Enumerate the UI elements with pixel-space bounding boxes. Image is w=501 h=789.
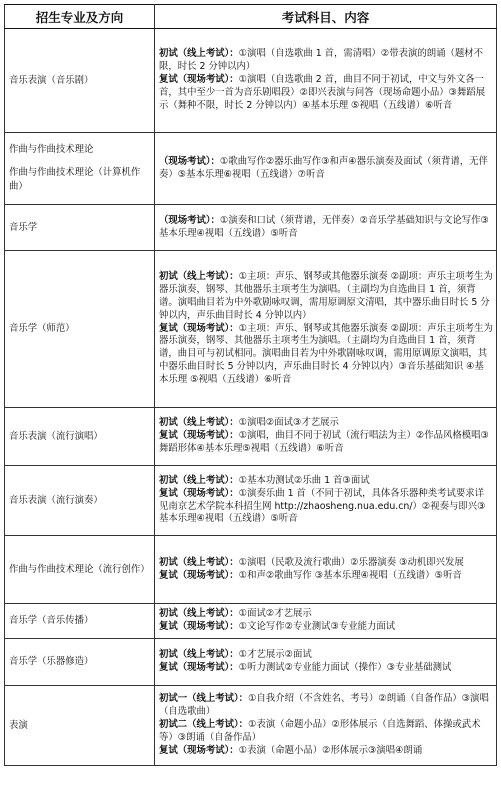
table-row	[5, 466, 497, 536]
exam-item	[159, 557, 493, 570]
major-name: 作曲与作曲技术理论（计算机作曲）	[9, 167, 141, 192]
table-header-row	[5, 5, 497, 29]
major-name: 作曲与作曲技术理论（流行创作）	[9, 563, 150, 575]
exam-item	[159, 621, 493, 634]
subjects-cell	[155, 408, 497, 466]
exam-stage: 初试（线上考试）：	[159, 474, 239, 486]
major-cell	[5, 251, 155, 408]
table-row	[5, 536, 497, 604]
table-row	[5, 29, 497, 133]
exam-text: ①听力测试②专业能力面试（操作）③专业基础测试	[238, 662, 452, 673]
exam-stage: （现场考试）：	[159, 155, 220, 167]
exam-item	[159, 608, 493, 621]
major-name: 音乐学	[9, 221, 38, 233]
major-name: 音乐学（师范）	[9, 323, 75, 334]
exam-text: ①演奏乐曲 1 首（不同于初试，具体各乐器种类考试要求详见南京艺术学院本科招生网 http://zhaosheng.nua.edu.cn/）②视奏与即兴③基本乐理④视唱（五线谱）⑤听音	[159, 487, 486, 525]
major-name: 音乐学（音乐传播）	[9, 615, 94, 626]
exam-item	[159, 74, 493, 113]
exam-stage: 复试（现场考试）：	[159, 621, 239, 632]
major-name: 音乐表演（流行演唱）	[9, 430, 103, 442]
exam-item	[159, 156, 493, 182]
exam-text: ①自我介绍（不含姓名、考号）②朗诵（自备作品）③演唱（自选歌曲）	[159, 693, 489, 718]
subjects-cell	[155, 251, 497, 408]
exam-item	[159, 417, 493, 430]
exam-text: ①演唱（自选歌曲 2 首，曲目不同于初试，中文与外文各一首，其中至少一首为音乐剧唱段）②即兴表演与问答（现场命题小品）③舞蹈展示（舞种不限，时长 2 分钟以内）④基本乐理 ⑤视唱（五线谱）⑥听音	[159, 74, 486, 111]
exam-stage: 复试（现场考试）：	[159, 322, 239, 334]
exam-stage: 初试（线上考试）：	[159, 608, 239, 620]
subjects-cell	[155, 466, 497, 536]
exam-item	[159, 745, 493, 758]
exam-item	[159, 649, 493, 662]
admission-table-page	[4, 4, 496, 766]
exam-text: ①主项：声乐、钢琴或其他器乐演奏 ②副项：声乐主项考生为器乐演奏，钢琴、其他器乐主项考生为演唱。（主副均为自选曲目 1 首，须背谱。演唱曲目若为中外歌剧咏叹调，需用原调原文清唱，其中器乐曲目时长 5 分钟以内，声乐曲目时长 4 分钟以内）	[159, 270, 493, 321]
exam-text: ①基本功测试②乐曲 1 首③面试	[238, 474, 370, 486]
exam-stage: 复试（现场考试）：	[159, 662, 239, 673]
major-name: 音乐表演（流行演奏）	[9, 494, 103, 506]
exam-text: ①表演（命题小品）②形体展示（自选舞蹈、体操或武术等）③朗诵（自备作品）	[159, 719, 481, 743]
exam-stage: （现场考试）：	[159, 214, 220, 226]
exam-stage: 复试（现场考试）：	[159, 569, 239, 581]
exam-stage: 复试（现场考试）：	[159, 744, 239, 756]
major-cell	[5, 205, 155, 251]
exam-stage: 初试（线上考试）：	[159, 649, 239, 661]
exam-item	[159, 475, 493, 488]
major-cell	[5, 408, 155, 466]
major-name: 表演	[9, 719, 28, 731]
table-row	[5, 604, 497, 639]
subjects-cell	[155, 205, 497, 251]
subjects-cell	[155, 29, 497, 133]
exam-text: ①演唱，曲目不同于初试（流行唱法为主）②作品风格模唱③舞蹈形体④基本乐理⑤视唱（五线谱）⑥听音	[159, 430, 489, 454]
major-name: 作曲与作曲技术理论	[9, 144, 94, 155]
exam-stage: 复试（现场考试）：	[159, 430, 239, 442]
major-cell	[5, 466, 155, 536]
exam-text: ①面试②才艺展示	[238, 608, 312, 620]
subjects-cell	[155, 686, 497, 766]
exam-item	[159, 719, 493, 745]
exam-stage: 初试一（线上考试）：	[159, 693, 249, 705]
major-name: 音乐表演（音乐剧）	[9, 74, 94, 86]
header-major: 招生专业及方向	[5, 5, 155, 29]
exam-stage: 初试二（线上考试）：	[159, 719, 249, 731]
exam-stage: 初试（线上考试）：	[159, 270, 239, 282]
exam-text: ①主项：声乐、钢琴或其他器乐演奏 ②副项：声乐主项考生为器乐演奏，钢琴、其他器乐主项考生为演唱。（主副均为自选曲目 1 首，须背谱，曲目可与初试相同。演唱曲目若为中外歌剧咏叹调，需用原调原文演唱，其中器乐曲目时长 5 分钟以内，声乐曲目时长 4 分钟以内）③音乐基础知识 ④基本乐理 ⑤视唱（五线谱）⑥听音	[159, 322, 493, 386]
exam-item	[159, 271, 493, 323]
exam-stage: 初试（线上考试）：	[159, 556, 239, 568]
exam-item	[159, 488, 493, 527]
subjects-cell	[155, 604, 497, 639]
major-cell	[5, 686, 155, 766]
major-cell	[5, 639, 155, 686]
exam-text: ①演唱（民歌及流行歌曲）②乐器演奏 ③动机即兴发展	[238, 556, 464, 568]
table-row	[5, 133, 497, 205]
table-row	[5, 686, 497, 766]
exam-text: ①才艺展示②面试	[238, 649, 312, 661]
major-name: 音乐学（乐器修造）	[9, 656, 94, 667]
subjects-cell	[155, 133, 497, 205]
exam-item	[159, 323, 493, 388]
exam-text: ①表演（命题小品）②形体展示③演唱④朗诵	[238, 744, 423, 756]
table-row	[5, 408, 497, 466]
exam-text: ①和声②歌曲写作 ③基本乐理④视唱（五线谱）⑤听音	[238, 569, 462, 581]
exam-stage: 初试（线上考试）：	[159, 48, 239, 60]
exam-stage: 复试（现场考试）：	[159, 74, 239, 86]
major-cell	[5, 133, 155, 205]
exam-item	[159, 215, 493, 241]
exam-text: ①演唱（自选歌曲 1 首，需清唱）②带表演的朗诵（题材不限，时长 2 分钟以内）	[159, 48, 484, 73]
exam-item	[159, 693, 493, 719]
exam-text: ①演唱②面试③才艺展示	[238, 417, 339, 429]
exam-text: ①演奏和口试（须背谱，无伴奏）②音乐学基础知识与文论写作③基本乐理④视唱（五线谱）⑤听音	[159, 214, 489, 239]
major-cell	[5, 604, 155, 639]
header-subjects: 考试科目、内容	[155, 5, 497, 29]
admission-subjects-table	[4, 4, 497, 766]
exam-item	[159, 662, 493, 675]
subjects-cell	[155, 536, 497, 604]
exam-item	[159, 570, 493, 583]
table-row	[5, 639, 497, 686]
table-row	[5, 205, 497, 251]
exam-item	[159, 48, 493, 74]
exam-item	[159, 430, 493, 456]
table-row	[5, 251, 497, 408]
major-cell	[5, 536, 155, 604]
exam-text: ①歌曲写作②器乐曲写作③和声④器乐演奏及面试（须背谱，无伴奏）⑤基本乐理⑥视唱（五线谱）⑦听音	[159, 155, 488, 180]
major-cell	[5, 29, 155, 133]
exam-stage: 复试（现场考试）：	[159, 487, 239, 499]
exam-text: ①文论写作②专业测试③专业能力面试	[238, 621, 396, 632]
subjects-cell	[155, 639, 497, 686]
exam-stage: 初试（线上考试）：	[159, 417, 239, 429]
